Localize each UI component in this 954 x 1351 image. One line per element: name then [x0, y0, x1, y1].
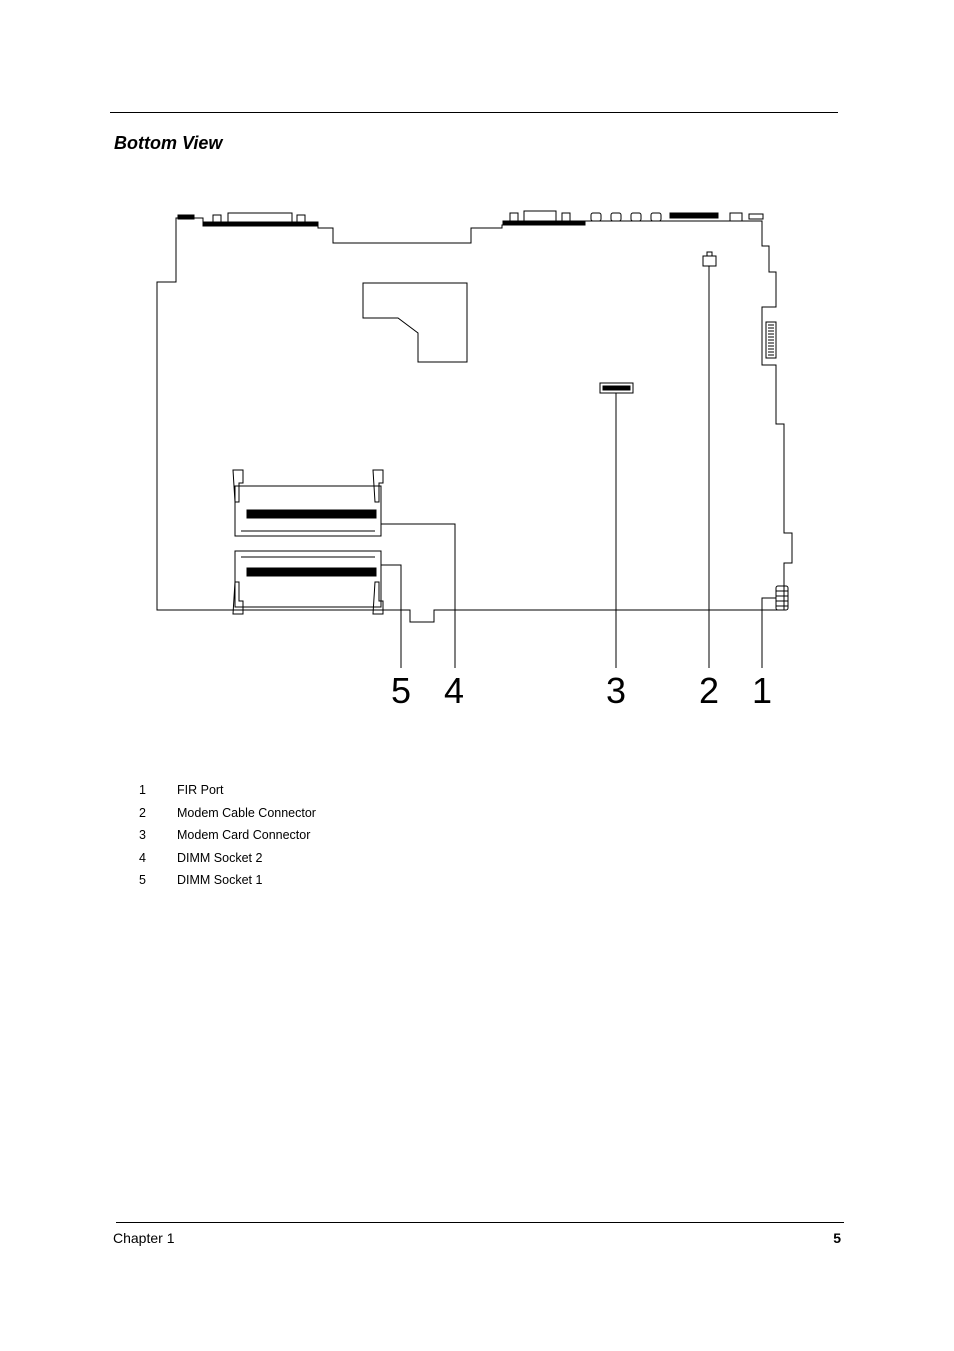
legend-number: 5 [139, 873, 146, 887]
board-outline [157, 218, 792, 622]
legend-number: 2 [139, 805, 146, 820]
legend-label: DIMM Socket 2 [177, 850, 263, 865]
legend-item [139, 850, 316, 873]
modem-cable-connector [703, 252, 716, 266]
legend-item [139, 827, 316, 850]
fir-port [776, 586, 788, 610]
right-side-connector [766, 322, 776, 358]
legend-label: Modem Cable Connector [177, 805, 316, 820]
page-number: 5 [833, 1230, 841, 1246]
dimm-socket-1 [233, 551, 383, 614]
legend-label: DIMM Socket 1 [177, 873, 263, 887]
callout-5: 5 [391, 670, 412, 711]
callout-1: 1 [752, 670, 773, 711]
legend-number: 1 [139, 783, 146, 797]
legend-number: 4 [139, 850, 146, 865]
chipset-outline [363, 283, 467, 362]
component-legend [139, 782, 316, 895]
legend-number: 3 [139, 828, 146, 842]
callout-4: 4 [444, 670, 465, 711]
legend-item [139, 805, 316, 828]
top-connectors [178, 211, 763, 226]
legend-label: FIR Port [177, 783, 224, 797]
modem-card-connector [600, 383, 633, 393]
legend-label: Modem Card Connector [177, 828, 311, 842]
legend-item [139, 872, 316, 895]
callout-2: 2 [699, 670, 720, 711]
footer-chapter: Chapter 1 [113, 1230, 175, 1246]
callout-leader-lines [381, 266, 776, 668]
legend-item [139, 782, 316, 805]
dimm-socket-2 [233, 470, 383, 536]
callout-3: 3 [606, 670, 627, 711]
page-title: Bottom View [114, 133, 223, 153]
footer-rule [116, 1222, 844, 1223]
